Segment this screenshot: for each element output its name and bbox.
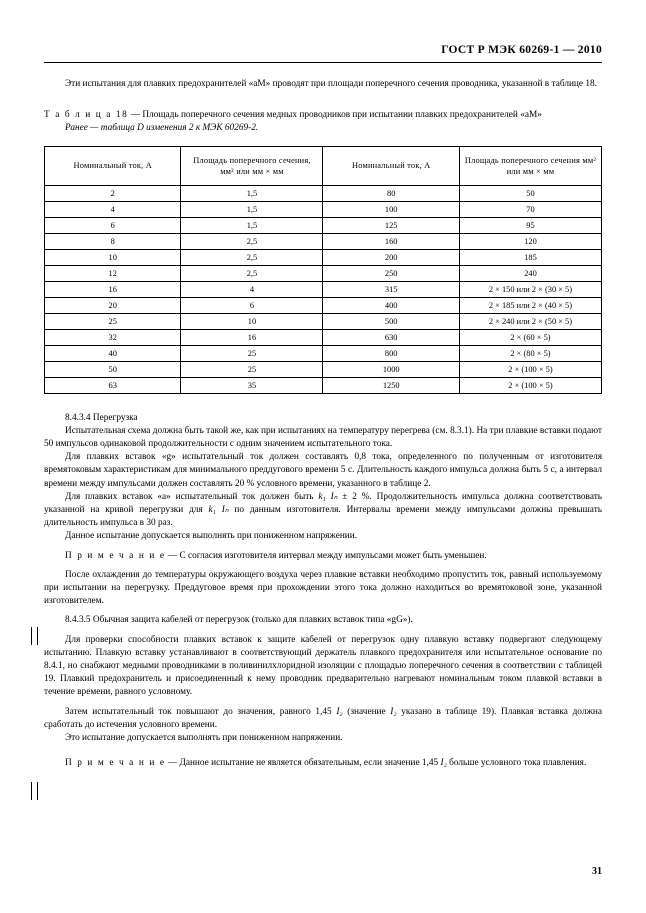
symbol-I2: I₂ xyxy=(336,706,343,717)
page-header-standard: ГОСТ Р МЭК 60269-1 — 2010 xyxy=(441,44,602,56)
table-cell: 2 × (60 × 5) xyxy=(459,329,601,345)
section-8435-title: 8.4.3.5 Обычная защита кабелей от перегрузок (только для плавких вставок типа «gG»). xyxy=(65,615,413,626)
table-cell: 1,5 xyxy=(181,217,323,233)
table-row xyxy=(45,345,602,361)
table-header-cell: Площадь поперечного сечения, мм² или мм × мм xyxy=(181,146,323,185)
table-cell: 32 xyxy=(45,329,181,345)
table-cell: 2 × 240 или 2 × (50 × 5) xyxy=(459,313,601,329)
table-cell: 25 xyxy=(45,313,181,329)
document-content xyxy=(44,78,602,770)
table-cell: 4 xyxy=(181,281,323,297)
table-cell: 50 xyxy=(45,361,181,377)
section-8434-paragraph-2: Для плавких вставок «g» испытательный ток должен составлять 0,8 тока, определенного по полученным от изготовителя времятоковым характеристикам для минимального преддугового времени 5 с. Длительность каждого импульса должна быть 5 с, а интервал времени между импульсами должен составлять 20 % условного времени, указанного в таблице 2. xyxy=(44,452,602,489)
table-cell: 160 xyxy=(323,233,459,249)
page-number: 31 xyxy=(592,866,602,877)
table-caption-label: Т а б л и ц а 18 xyxy=(44,110,129,121)
table-caption xyxy=(44,109,602,122)
table-cell: 20 xyxy=(45,297,181,313)
table-cell: 1250 xyxy=(323,377,459,393)
note-label: П р и м е ч а н и е xyxy=(65,550,166,561)
section-8435-paragraph-2 xyxy=(44,706,602,732)
table-cell: 2,5 xyxy=(181,233,323,249)
table-cell: 63 xyxy=(45,377,181,393)
text-fragment: ± 2 %. Продолжительность импульса должна соответствовать указанной на кривой перегрузки для xyxy=(44,491,603,516)
table-row xyxy=(45,329,602,345)
table-cell: 1,5 xyxy=(181,201,323,217)
table-cell: 1,5 xyxy=(181,185,323,201)
section-8435-paragraph-1: Для проверки способности плавких вставок к защите кабелей от перегрузок одну плавкую вставку подвергают следующему испытанию. Плавкую вставку устанавливают в соответствующий держатель плавкого предохранителя или испытательное основание по 8.4.1, но снабжают медными проводниками в поливинилхлоридной изоляции с площадью поперечного сечения в соответствии с таблицей 19. Плавкий предохранитель и присоединенный к нему проводник предварительно нагревают номинальным током плавкой вставки в течение времени, равного условному. xyxy=(44,634,602,698)
table-cell: 2,5 xyxy=(181,265,323,281)
note-text: больше условного тока плавления. xyxy=(446,758,587,769)
table-cell: 2 × (80 × 5) xyxy=(459,345,601,361)
section-8434-paragraph-4: Данное испытание допускается выполнять при пониженном напряжении. xyxy=(65,531,358,542)
section-8434-title: 8.4.3.4 Перегрузка xyxy=(65,412,138,423)
symbol-I2: I₂ xyxy=(440,758,447,769)
table-header-cell: Номинальный ток, А xyxy=(323,146,459,185)
table-cell: 12 xyxy=(45,265,181,281)
table-row xyxy=(45,233,602,249)
table-row xyxy=(45,265,602,281)
table-cell: 4 xyxy=(45,201,181,217)
symbol-k1In: k₁ Iₙ xyxy=(318,491,338,502)
table-cell: 2 × (100 × 5) xyxy=(459,361,601,377)
note-text: — С согласия изготовителя интервал между импульсами может быть уменьшен. xyxy=(165,550,487,561)
table-row xyxy=(45,249,602,265)
intro-paragraph: Эти испытания для плавких предохранителей «aМ» проводят при площади поперечного сечения проводника, указанной в таблице 18. xyxy=(65,79,597,89)
table-cell: 240 xyxy=(459,265,601,281)
table-row xyxy=(45,281,602,297)
table-cell: 2 × 150 или 2 × (30 × 5) xyxy=(459,281,601,297)
table-cell: 35 xyxy=(181,377,323,393)
table-cell: 2 xyxy=(45,185,181,201)
section-8434-paragraph-3 xyxy=(44,491,602,531)
table-cell: 8 xyxy=(45,233,181,249)
table-cell: 2 × 185 или 2 × (40 × 5) xyxy=(459,297,601,313)
table-header-cell: Площадь поперечного сечения мм² или мм × мм xyxy=(459,146,601,185)
text-fragment: по данным изготовителя. Интервалы времени между импульсами должны превышать длительность импульса в 30 раз. xyxy=(44,505,602,529)
table-cell: 6 xyxy=(45,217,181,233)
symbol-I2: I₂ xyxy=(390,706,397,717)
section-8434-paragraph-1: Испытательная схема должна быть такой же, как при испытаниях на температуру перегрева (см. 8.3.1). На три плавкие вставки подают 50 импульсов одинаковой продолжительности с одним значением испытательного тока. xyxy=(44,425,602,450)
table-cell: 16 xyxy=(181,329,323,345)
table-cell: 500 xyxy=(323,313,459,329)
table-cell: 185 xyxy=(459,249,601,265)
change-bar-marker xyxy=(31,627,38,645)
section-8434-note xyxy=(44,550,602,563)
table-cell: 400 xyxy=(323,297,459,313)
table-cell: 200 xyxy=(323,249,459,265)
table-cell: 800 xyxy=(323,345,459,361)
table-cell: 6 xyxy=(181,297,323,313)
table-cell: 1000 xyxy=(323,361,459,377)
table-cell: 80 xyxy=(323,185,459,201)
header-divider xyxy=(44,62,602,63)
table-header-row xyxy=(45,146,602,185)
change-bar-marker xyxy=(31,782,38,800)
table-cell: 16 xyxy=(45,281,181,297)
table-row xyxy=(45,185,602,201)
text-fragment: указано в таблице 19). Плавкая вставка должна сработать до истечения условного времени. xyxy=(44,706,602,730)
table-caption-text: — Площадь поперечного сечения медных проводников при испытании плавких предохранителей «aМ» xyxy=(128,110,542,121)
table-row xyxy=(45,217,602,233)
table-cell: 10 xyxy=(45,249,181,265)
table-cell: 70 xyxy=(459,201,601,217)
table-row xyxy=(45,201,602,217)
table-cell: 2 × (100 × 5) xyxy=(459,377,601,393)
text-fragment: Для плавких вставок «a» испытательный ток должен быть xyxy=(65,491,319,502)
section-8435-note xyxy=(44,757,602,770)
table-cell: 95 xyxy=(459,217,601,233)
table-cell: 10 xyxy=(181,313,323,329)
table-cell: 50 xyxy=(459,185,601,201)
table-row xyxy=(45,297,602,313)
conductor-cross-section-table xyxy=(44,146,602,394)
table-cell: 125 xyxy=(323,217,459,233)
table-row xyxy=(45,361,602,377)
table-row xyxy=(45,377,602,393)
note-text: — Данное испытание не является обязательным, если значение 1,45 xyxy=(165,758,441,769)
table-cell: 100 xyxy=(323,201,459,217)
table-cell: 2,5 xyxy=(181,249,323,265)
table-header-cell: Номинальный ток, А xyxy=(45,146,181,185)
symbol-k1In: k₁ Iₙ xyxy=(208,505,229,516)
section-8434-paragraph-5: После охлаждения до температуры окружающего воздуха через плавкие вставки необходимо пропустить ток, равный используемому при испытании на перегрузку. Преддуговое время при прохождении этого тока должно находиться во времятоковой зоне, указанной изготовителем. xyxy=(44,569,602,607)
table-cell: 630 xyxy=(323,329,459,345)
table-cell: 315 xyxy=(323,281,459,297)
section-8435-paragraph-3: Это испытание допускается выполнять при пониженном напряжении. xyxy=(65,733,343,744)
table-cell: 25 xyxy=(181,345,323,361)
table-cell: 250 xyxy=(323,265,459,281)
table-cell: 25 xyxy=(181,361,323,377)
table-cell: 40 xyxy=(45,345,181,361)
table-row xyxy=(45,313,602,329)
text-fragment: (значение xyxy=(342,706,391,717)
table-cell: 120 xyxy=(459,233,601,249)
text-fragment: Затем испытательный ток повышают до значения, равного 1,45 xyxy=(65,706,337,717)
table-subcaption: Ранее — таблица D изменения 2 к МЭК 60269-2. xyxy=(65,123,259,134)
note-label: П р и м е ч а н и е xyxy=(65,758,166,769)
